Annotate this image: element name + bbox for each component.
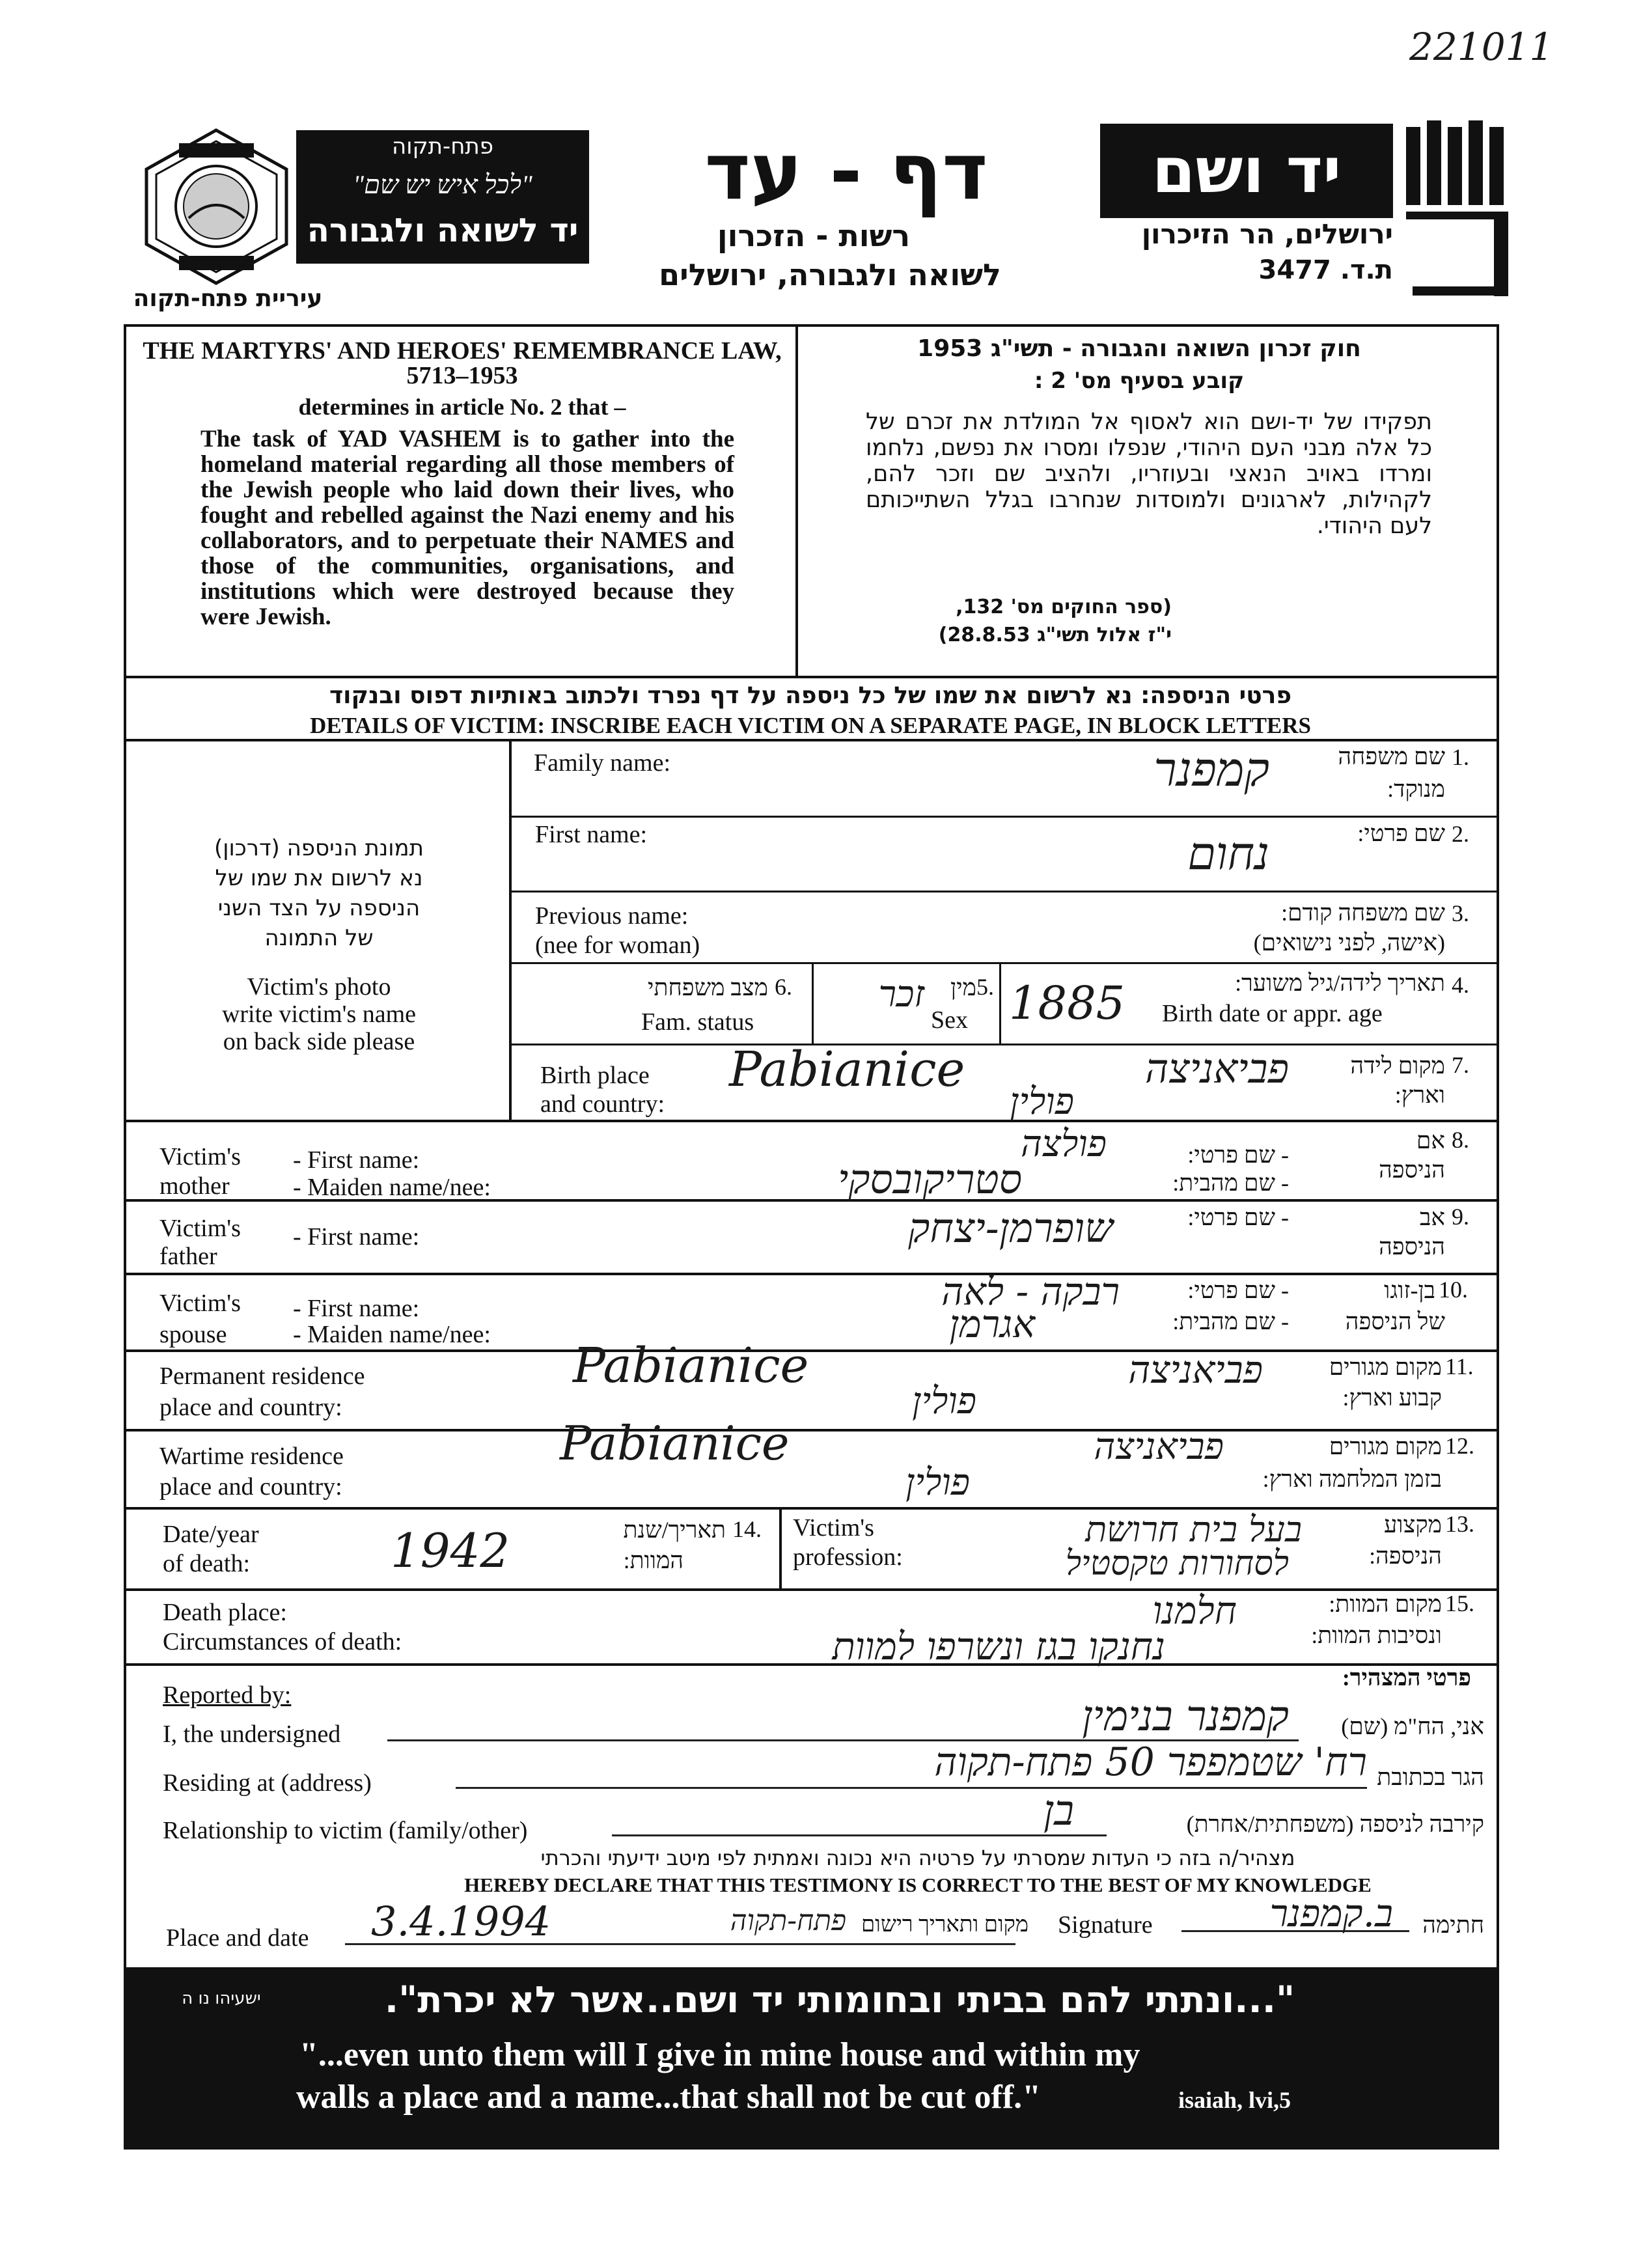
- f11-value-he2[interactable]: פולין: [912, 1380, 976, 1422]
- archive-number: 221011: [1409, 25, 1554, 69]
- f11-label-he: מקום מגורים: [1329, 1354, 1442, 1380]
- f15-label-en: Death place:: [163, 1599, 287, 1626]
- f3-label-en2: (nee for woman): [535, 932, 700, 959]
- reporter-he-header: פרטי המצהיר:: [1342, 1665, 1471, 1691]
- photo-he-line4: של התמונה: [264, 925, 374, 951]
- reporter-en-declare: HEREBY DECLARE THAT THIS TESTIMONY IS CORRECT TO THE BEST OF MY KNOWLEDGE: [464, 1874, 1372, 1896]
- f15-num: 15.: [1445, 1590, 1474, 1616]
- f13-label-en2: profession:: [793, 1543, 903, 1571]
- row-line-8: [124, 1349, 1497, 1352]
- reporter-address-value[interactable]: רח' שטמפפר 50 פתח-תקוה: [934, 1739, 1367, 1785]
- law-he-ref2: י"ז אלול תשי"ג 28.8.53): [938, 624, 1172, 646]
- f10-label-en-b: - Maiden name/nee:: [293, 1321, 491, 1348]
- f5-num: 5.: [976, 974, 994, 1000]
- f11-label-en2: place and country:: [159, 1394, 342, 1421]
- reporter-he-declare: מצהיר/ה בזה כי העדות שמסרתי על פרטיה היא נכונה ואמתית לפי מיטב ידיעתי והכרתי: [540, 1846, 1295, 1870]
- f13-label-he2: הניספה:: [1369, 1543, 1442, 1569]
- f2-label-en: First name:: [535, 821, 648, 848]
- row-line-1: [509, 816, 1497, 818]
- row4-divider-a: [812, 962, 814, 1044]
- f9-num: 9.: [1452, 1204, 1469, 1230]
- reporter-he-signature: חתימה: [1422, 1912, 1484, 1938]
- reporter-en-residing: Residing at (address): [163, 1769, 372, 1797]
- f9-label-en: Victim's: [159, 1215, 241, 1242]
- reporter-relationship-value[interactable]: בן: [1043, 1787, 1074, 1835]
- reporter-signature-value[interactable]: ב.קמפנר: [1269, 1891, 1393, 1935]
- row-line-3: [509, 962, 1497, 964]
- f12-label-he2: בזמן המלחמה וארץ:: [1262, 1466, 1442, 1492]
- f3-label-he2: (אישה, לפני נישואים): [1253, 930, 1445, 956]
- law-he-text: תפקידו של יד-ושם הוא לאסוף אל המולדת את זכרם של כל אלה מבני העם היהודי, שנפלו ומסרו את נפשם, נלחמו ומרדו באויב הנאצי ובעוזריו, ולהציב שם וזכר להם, לקהילות, לארגונים ולמוסדות שנחרבו בגלל השתייכותם לעם היהודי.: [866, 409, 1432, 539]
- f15-label-en2: Circumstances of death:: [163, 1628, 402, 1655]
- reporter-date-value[interactable]: 3.4.1994: [371, 1898, 551, 1945]
- reporter-en-signature: Signature: [1058, 1911, 1153, 1939]
- f12-label-en: Wartime residence: [159, 1443, 344, 1470]
- f15-value[interactable]: חלמנו: [1152, 1588, 1237, 1633]
- f3-label-he: שם משפחה קודם:: [1281, 900, 1445, 926]
- f7-label-he2: וארץ:: [1394, 1082, 1445, 1108]
- page-title: דף - עד: [704, 127, 988, 217]
- yad-vashem-logo-text: יד ושם: [1100, 124, 1393, 218]
- f7-value-he2[interactable]: פולין: [1010, 1081, 1074, 1123]
- f13-value[interactable]: בעל בית חרושת: [1085, 1509, 1302, 1550]
- f8-label-he2: הניספה: [1379, 1157, 1445, 1183]
- f8-label-en-b: - Maiden name/nee:: [293, 1174, 491, 1201]
- f10-label-en-a: - First name:: [293, 1295, 420, 1322]
- petah-tikva-emblem: [140, 127, 293, 286]
- law-he-determines: קובע בסעיף מס' 2 :: [1034, 368, 1245, 394]
- f6-label-en: Fam. status: [641, 1008, 754, 1036]
- f13-num: 13.: [1445, 1511, 1474, 1537]
- city-box-line2: "לכל איש יש שם": [353, 170, 532, 199]
- f10-label-en: Victim's: [159, 1290, 241, 1317]
- f2-label-he: שם פרטי:: [1357, 820, 1445, 846]
- reporter-en-header: Reported by:: [163, 1681, 292, 1709]
- f10-label-he2: של הניספה: [1345, 1308, 1445, 1335]
- f8-label-en-a: - First name:: [293, 1146, 420, 1174]
- f11-num: 11.: [1445, 1353, 1474, 1379]
- law-bottom-line: [124, 676, 1497, 678]
- photo-divider: [509, 739, 512, 1120]
- row-line-4: [509, 1044, 1497, 1045]
- details-header-he: פרטי הניספה: נא לרשום את שמו של כל ניספה על דף נפרד ולכתוב באותיות דפוס ובנקוד: [329, 682, 1292, 709]
- f8-value-first[interactable]: פולצה: [1020, 1123, 1107, 1165]
- f14-label-en2: of death:: [163, 1550, 251, 1577]
- f9-label-en-a: - First name:: [293, 1223, 420, 1251]
- f13-label-he: מקצוע: [1383, 1512, 1442, 1538]
- f14-label-he2: המוות:: [623, 1547, 683, 1573]
- f14-value[interactable]: 1942: [391, 1523, 510, 1578]
- f11-value-he[interactable]: פביאניצה: [1128, 1348, 1263, 1392]
- f4-label-en: Birth date or appr. age: [1162, 1000, 1383, 1027]
- f7-value-he[interactable]: פביאניצה: [1144, 1045, 1289, 1092]
- row-line-7: [124, 1273, 1497, 1275]
- f2-value[interactable]: נחום: [1187, 827, 1269, 880]
- footer-he-quote: "...ונתתי להם בביתי ובחומותי יד ושם..אשר לא יכרת".: [384, 1979, 1295, 2021]
- photo-en-line1: Victim's photo: [247, 973, 391, 1001]
- f14-label-en: Date/year: [163, 1521, 259, 1548]
- f12-value-he[interactable]: פביאניצה: [1094, 1426, 1224, 1468]
- f10-value-first[interactable]: רבקה - לאה: [941, 1269, 1120, 1314]
- city-box-line1: פתח-תקוה: [391, 133, 493, 159]
- f12-num: 12.: [1445, 1433, 1474, 1459]
- reporter-en-relationship: Relationship to victim (family/other): [163, 1817, 528, 1844]
- city-box-line3: יד לשואה ולגבורה: [307, 212, 579, 249]
- row-line-9: [124, 1429, 1497, 1431]
- f6-num: 6.: [775, 974, 792, 1000]
- f1-label-he: שם משפחה: [1338, 743, 1445, 769]
- reporter-en-undersigned: I, the undersigned: [163, 1721, 341, 1748]
- f15-label-he2: ונסיבות המוות:: [1311, 1622, 1442, 1648]
- f12-value-latin[interactable]: Pabianice: [560, 1416, 790, 1471]
- f1-value[interactable]: קמפנר: [1153, 742, 1269, 797]
- law-he-ref1: (ספר החוקים מס' 132,: [956, 596, 1172, 618]
- f3-label-en: Previous name:: [535, 902, 689, 930]
- f9-label-he2: הניספה: [1379, 1234, 1445, 1260]
- f8-label-en2: mother: [159, 1172, 230, 1200]
- f3-num: 3.: [1452, 900, 1469, 926]
- f9-label-he: אב: [1420, 1204, 1445, 1230]
- f15-label-he: מקום המוות:: [1329, 1591, 1442, 1617]
- f1-label-en: Family name:: [534, 749, 671, 777]
- yv-pobox: ת.ד. 3477: [1258, 255, 1393, 285]
- photo-he-line3: הניספה על הצד השני: [217, 895, 421, 921]
- reporter-he-place-date: מקום ותאריך רישום: [861, 1913, 1029, 1937]
- footer-en-line1: "...even unto them will I give in mine house and within my: [299, 2036, 1140, 2073]
- law-he-title: חוק זכרון השואה והגבורה - תשי"ג 1953: [917, 335, 1361, 362]
- f10-label-he: בן-זוגו: [1384, 1277, 1435, 1303]
- law-en-text: The task of YAD VASHEM is to gather into the homeland material regarding all those members of the Jewish people who laid down their lives, who fought and rebelled against the Nazi enemy and his collaborators, and to perpetuate their NAMES and those of the communities, organisations, and institutions which were destroyed because they were Jewish.: [200, 426, 734, 630]
- f6-label-he: מצב משפחתי: [648, 975, 768, 1001]
- f4-value[interactable]: 1885: [1009, 976, 1125, 1030]
- f14-label-he: תאריך/שנת: [623, 1517, 726, 1543]
- residing-line: [456, 1787, 1367, 1789]
- f8-num: 8.: [1452, 1127, 1469, 1153]
- yv-address: ירושלים, הר הזיכרון: [1141, 218, 1393, 250]
- row13-divider: [779, 1507, 782, 1588]
- f5-value[interactable]: זכר: [878, 973, 924, 1016]
- row-line-5: [124, 1120, 1497, 1122]
- photo-en-line2: write victim's name: [221, 1001, 417, 1028]
- f7-num: 7.: [1452, 1052, 1469, 1078]
- yad-vashem-emblem: [1400, 120, 1520, 303]
- footer-en-line2: walls a place and a name...that shall not be cut off.": [296, 2079, 1042, 2116]
- f9-label-he-a: - שם פרטי:: [1187, 1204, 1289, 1230]
- row4-divider-b: [999, 962, 1001, 1044]
- f8-value-maiden[interactable]: סטריקובסקי: [837, 1155, 1022, 1203]
- reporter-he-relationship: קירבה לניספה (משפחתית/אחרת): [1186, 1811, 1484, 1837]
- reporter-he-residing: הגר בכתובת: [1377, 1764, 1484, 1790]
- f12-label-he: מקום מגורים: [1329, 1433, 1442, 1459]
- f13-label-en: Victim's: [793, 1514, 874, 1542]
- f14-num: 14.: [732, 1516, 762, 1542]
- f12-label-en2: place and country:: [159, 1473, 342, 1500]
- footer-he-source: ישעיהו נו ה: [182, 1989, 261, 2008]
- city-name: עיריית פתח-תקוה: [133, 285, 323, 312]
- reporter-name-value[interactable]: קמפנר בנימין: [1082, 1693, 1289, 1741]
- f8-label-he: אם: [1416, 1127, 1445, 1154]
- law-en-determines: determines in article No. 2 that –: [298, 394, 626, 420]
- reporter-he-undersigned: אני, הח"מ (שם): [1341, 1713, 1484, 1739]
- f15-value2[interactable]: נחנקו בגז ונשרפו למוות: [832, 1624, 1165, 1668]
- row-line-2: [509, 891, 1497, 892]
- f8-label-he-a: - שם פרטי:: [1187, 1142, 1289, 1168]
- f1-label-he2: מנוקד:: [1387, 776, 1445, 802]
- f5-label-en: Sex: [931, 1006, 968, 1034]
- f10-label-en2: spouse: [159, 1321, 227, 1348]
- f2-num: 2.: [1452, 821, 1469, 847]
- f11-value-latin[interactable]: Pabianice: [573, 1338, 809, 1394]
- f9-label-en2: father: [159, 1243, 217, 1270]
- f8-label-he-b: - שם מהבית:: [1172, 1170, 1289, 1196]
- details-header-en: DETAILS OF VICTIM: INSCRIBE EACH VICTIM ON A SEPARATE PAGE, IN BLOCK LETTERS: [309, 713, 1312, 738]
- f10-num: 10.: [1439, 1277, 1468, 1303]
- details-header-line: [124, 739, 1497, 741]
- f7-label-en2: and country:: [540, 1090, 665, 1118]
- f5-label-he: מין: [950, 975, 976, 1001]
- f7-value-latin[interactable]: Pabianice: [729, 1042, 965, 1098]
- f13-value2[interactable]: לסחורות טקסטיל: [1065, 1544, 1289, 1583]
- reporter-place-value[interactable]: פתח-תקוה: [730, 1904, 846, 1937]
- subtitle-authority: רשות - הזכרון: [717, 218, 911, 253]
- f10-label-he-a: - שם פרטי:: [1187, 1277, 1289, 1303]
- law-en-title: THE MARTYRS' AND HEROES' REMEMBRANCE LAW, 5713–1953: [143, 337, 782, 389]
- f12-value-he2[interactable]: פולין: [905, 1461, 970, 1504]
- law-divider: [795, 324, 798, 677]
- f10-value-maiden[interactable]: אגרמן: [949, 1302, 1035, 1346]
- f7-label-en: Birth place: [540, 1062, 650, 1089]
- f4-label-he: תאריך לידה/גיל משוער:: [1235, 970, 1445, 996]
- photo-he-line1: תמונת הניספה (דרכון): [214, 835, 424, 861]
- photo-he-line2: נא לרשום את שמו של: [215, 865, 423, 891]
- footer-en-source: isaiah, lvi,5: [1178, 2087, 1291, 2113]
- f10-label-he-b: - שם מהבית:: [1172, 1308, 1289, 1335]
- f1-num: 1.: [1452, 744, 1469, 770]
- photo-en-line3: on back side please: [223, 1028, 415, 1055]
- f9-value[interactable]: שופרמן-יצחק: [908, 1204, 1113, 1252]
- f4-num: 4.: [1452, 972, 1469, 998]
- f11-label-en: Permanent residence: [159, 1362, 365, 1390]
- reporter-en-place-date: Place and date: [166, 1924, 309, 1952]
- subtitle-location: לשואה ולגבורה, ירושלים: [659, 257, 1001, 292]
- f11-label-he2: קבוע וארץ:: [1342, 1385, 1442, 1411]
- f8-label-en: Victim's: [159, 1143, 241, 1170]
- f7-label-he: מקום לידה: [1350, 1053, 1445, 1079]
